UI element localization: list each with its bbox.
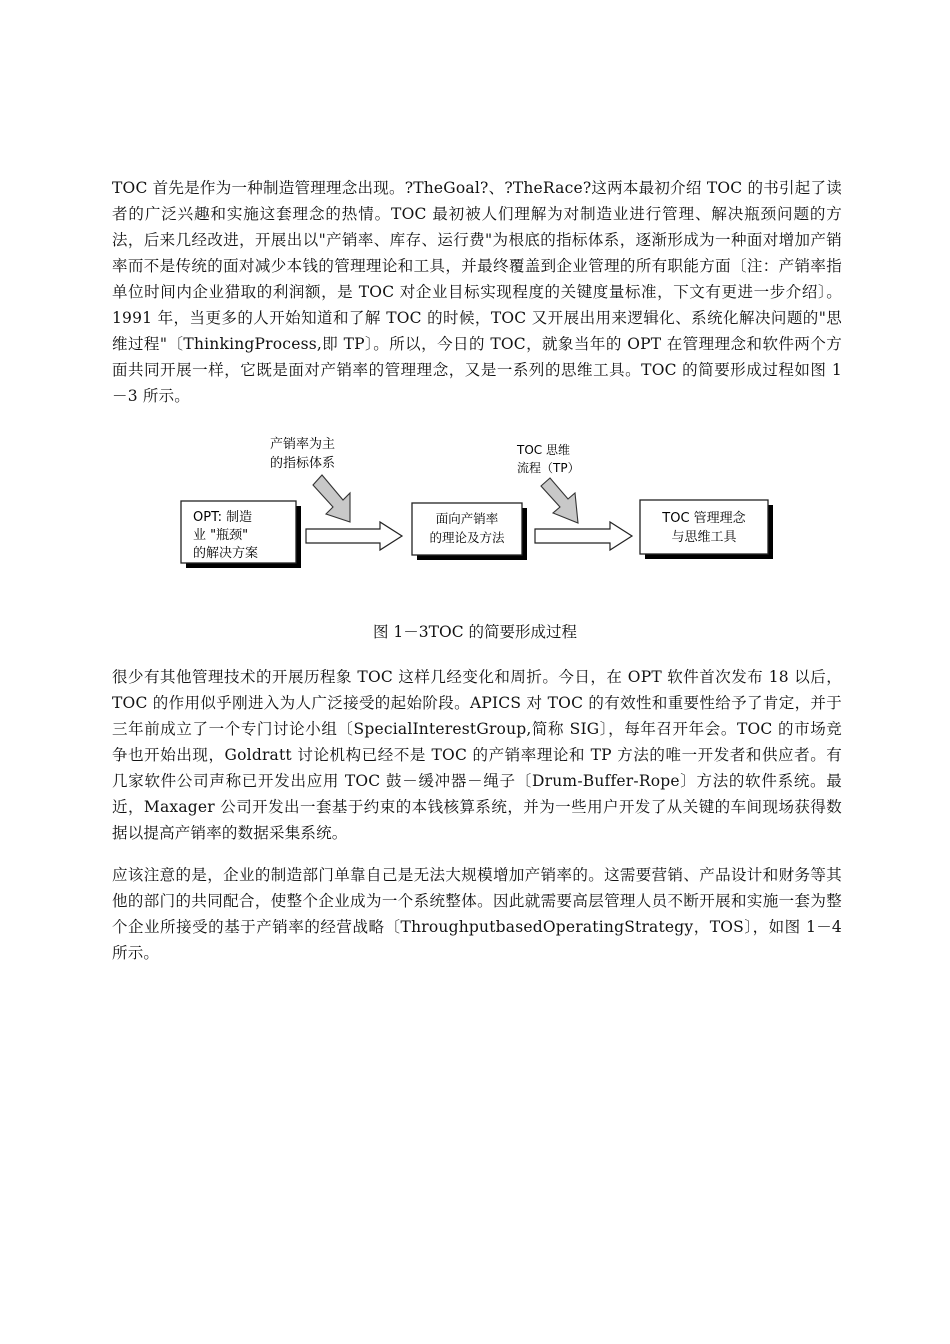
- box-toc-philosophy-tools: [640, 500, 773, 559]
- diagonal-arrow-1: [313, 475, 350, 522]
- box1-line3: 的解决方案: [193, 546, 259, 561]
- diagonal-arrow-2: [541, 478, 578, 523]
- box2-line1: 面向产销率: [435, 511, 499, 526]
- paragraph-3: 应该注意的是，企业的制造部门单靠自己是无法大规模增加产销率的。这需要营销、产品设计和财务等其他的部门的共同配合，使整个企业成为一个系统整体。因此就需要高层管理人员不断开展和实施一套为整个企业所接受的基于产销率的经营战略〔ThroughputbasedOperatingStrategy，TOS〕，如图 1－4 所示。: [112, 866, 842, 962]
- note1-line2: 的指标体系: [270, 456, 336, 471]
- box-throughput-theory: [412, 503, 527, 560]
- note2-line1: TOC 思维: [517, 443, 570, 457]
- arrow-right-1: [306, 522, 402, 550]
- box1-line2: 业 "瓶颈": [193, 528, 249, 543]
- box1-line1: OPT: 制造: [193, 510, 253, 525]
- toc-formation-diagram: [0, 430, 950, 600]
- box2-line2: 的理论及方法: [429, 530, 505, 545]
- note1-line1: 产销率为主: [270, 437, 336, 452]
- box3-line1: TOC 管理理念: [662, 511, 746, 526]
- box3-line2: 与思维工具: [671, 530, 737, 545]
- arrow-right-2: [535, 522, 632, 550]
- paragraph-2: 很少有其他管理技术的开展历程象 TOC 这样几经变化和周折。今日，在 OPT 软件首次发布 18 以后，TOC 的作用似乎刚进入为人广泛接受的起始阶段。APICS 对 TOC 的有效性和重要性给予了肯定，并于三年前成立了一个专门讨论小组〔SpecialInterestGroup,简称 SIG〕，每年召开年会。TOC 的市场竞争也开始出现，Goldratt 讨论机构已经不是 TOC 的产销率理论和 TP 方法的唯一开发者和供应者。有几家软件公司声称已开发出应用 TOC 鼓－缓冲器－绳子〔Drum-Buffer-Rope〕方法的软件系统。最近，Maxager 公司开发出一套基于约束的本钱核算系统，并为一些用户开发了从关键的车间现场获得数据以提高产销率的数据采集系统。: [112, 668, 842, 842]
- figure-caption: 图 1－3TOC 的简要形成过程: [373, 623, 577, 641]
- note2-line2: 流程（TP）: [517, 461, 580, 475]
- paragraph-1: TOC 首先是作为一种制造管理理念出现。?TheGoal?、?TheRace?这两本最初介绍 TOC 的书引起了读者的广泛兴趣和实施这套理念的热情。TOC 最初被人们理解为对制造业进行管理、解决瓶颈问题的方法，后来几经改进，开展出以"产销率、库存、运行费"为根底的指标体系，逐渐形成为一种面对增加产销率而不是传统的面对减少本钱的管理理论和工具，并最终覆盖到企业管理的所有职能方面〔注：产销率指单位时间内企业猎取的利润额，是 TOC 对企业目标实现程度的关键度量标准，下文有更进一步介绍〕。1991 年，当更多的人开始知道和了解 TOC 的时候，TOC 又开展出用来逻辑化、系统化解决问题的"思维过程"〔ThinkingProcess,即 TP〕。所以，今日的 TOC，就象当年的 OPT 在管理理念和软件两个方面共同开展一样，它既是面对产销率的管理理念，又是一系列的思维工具。TOC 的简要形成过程如图 1－3 所示。: [112, 179, 842, 405]
- box-opt-bottleneck: [181, 501, 301, 568]
